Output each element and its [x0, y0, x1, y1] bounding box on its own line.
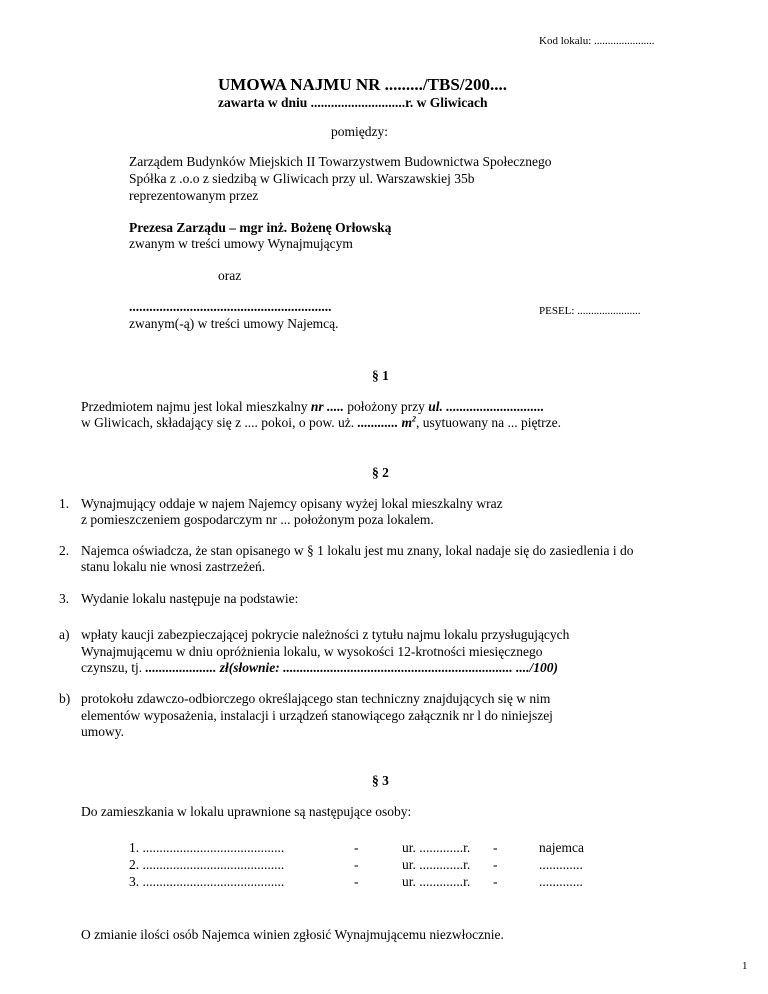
person-name: 2. ..........................................	[129, 857, 285, 872]
person-role: .............	[539, 874, 583, 889]
s2-a-line2: Wynajmującemu w dniu opróżnienia lokalu, w wysokości 12-krotności miesięcznego	[81, 644, 543, 659]
s2-item1-line1: Wynajmujący oddaje w najem Najemcy opisany wyżej lokal mieszkalny wraz	[81, 496, 503, 511]
tenant-name-blank: ............................................................	[129, 299, 332, 314]
section-1-line-1	[81, 398, 544, 415]
landlord-line-1: Zarządem Budynków Miejskich II Towarzystwem Budownictwa Społecznego	[129, 154, 552, 169]
pesel-field: PESEL: .......................	[539, 305, 641, 317]
person-role: .............	[539, 857, 583, 872]
s2-item2-num: 2.	[59, 543, 70, 558]
and-label: oraz	[218, 268, 242, 283]
page-number: 1	[742, 960, 748, 972]
person-role: najemca	[539, 840, 584, 855]
s3-intro: Do zamieszkania w lokalu uprawnione są następujące osoby:	[81, 804, 412, 819]
s2-a-line3	[81, 659, 558, 676]
person-dash: -	[354, 840, 359, 855]
s2-item2-line1: Najemca oświadcza, że stan opisanego w § 1 lokalu jest mu znany, lokal nadaje się do zasiedlenia i do	[81, 543, 634, 558]
section-2-heading: § 2	[372, 465, 389, 480]
s1-area: ............ m	[357, 415, 412, 430]
landlord-line-3: reprezentowanym przez	[129, 188, 259, 203]
s3-notice: O zmianie ilości osób Najemca winien zgłosić Wynajmującemu niezwłocznie.	[81, 927, 504, 942]
person-born: ur. .............r.	[402, 857, 471, 872]
s2-item2-line2: stanu lokalu nie wnosi zastrzeżeń.	[81, 559, 266, 574]
kod-lokalu: Kod lokalu: ......................	[539, 35, 655, 47]
s1-area-sup: 2	[411, 414, 416, 424]
section-1-line-2	[81, 414, 561, 431]
page-title: UMOWA NAJMU NR ........./TBS/200....	[218, 75, 508, 94]
s2-a-num: a)	[59, 627, 70, 642]
s2-a-rent-label: czynszu, tj.	[81, 660, 146, 675]
s2-item3-line1: Wydanie lokalu następuje na podstawie:	[81, 591, 299, 606]
s1-nr: nr .....	[310, 399, 344, 414]
tenant-called: zwanym(-ą) w treści umowy Najemcą.	[129, 316, 339, 331]
s2-b-num: b)	[59, 691, 71, 706]
between-label: pomiędzy:	[331, 124, 388, 139]
s2-b-line1: protokołu zdawczo-odbiorczego określającego stan techniczny znajdujących się w nim	[81, 691, 551, 706]
person-dash-2: -	[493, 857, 498, 872]
s1-text: Przedmiotem najmu jest lokal mieszkalny	[81, 399, 311, 414]
s1-street: ul. .............................	[428, 399, 545, 414]
page-subtitle: zawarta w dniu ............................r. w Gliwicach	[218, 95, 488, 110]
landlord-line-2: Spółka z .o.o z siedzibą w Gliwicach przy ul. Warszawskiej 35b	[129, 171, 475, 186]
s1-text-4: , usytuowany na ... piętrze.	[415, 415, 562, 430]
s2-item1-line2: z pomieszczeniem gospodarczym nr ... położonym poza lokalem.	[81, 512, 434, 527]
representative: Prezesa Zarządu – mgr inż. Bożenę Orłowską	[129, 220, 392, 235]
s2-item1-num: 1.	[59, 496, 70, 511]
s1-text-2: położony przy	[343, 399, 429, 414]
s2-b-line3: umowy.	[81, 724, 124, 739]
person-dash: -	[354, 874, 359, 889]
landlord-called: zwanym w treści umowy Wynajmującym	[129, 236, 353, 251]
person-dash-2: -	[493, 874, 498, 889]
s1-text-3: w Gliwicach, składający się z .... pokoi, o pow. uż.	[81, 415, 358, 430]
person-dash: -	[354, 857, 359, 872]
person-dash-2: -	[493, 840, 498, 855]
s2-b-line2: elementów wyposażenia, instalacji i urządzeń stanowiącego załącznik nr l do niniejszej	[81, 708, 553, 723]
person-born: ur. .............r.	[402, 840, 471, 855]
section-3-heading: § 3	[372, 773, 389, 788]
s2-item3-num: 3.	[59, 591, 70, 606]
person-name: 1. ..........................................	[129, 840, 285, 855]
person-born: ur. .............r.	[402, 874, 471, 889]
s2-a-line1: wpłaty kaucji zabezpieczającej pokrycie należności z tytułu najmu lokalu przysługujących	[81, 627, 570, 642]
section-1-heading: § 1	[372, 368, 389, 383]
s2-a-amount: ..................... zł(słownie: .................................................................... ..../100)	[145, 660, 558, 675]
person-name: 3. ..........................................	[129, 874, 285, 889]
